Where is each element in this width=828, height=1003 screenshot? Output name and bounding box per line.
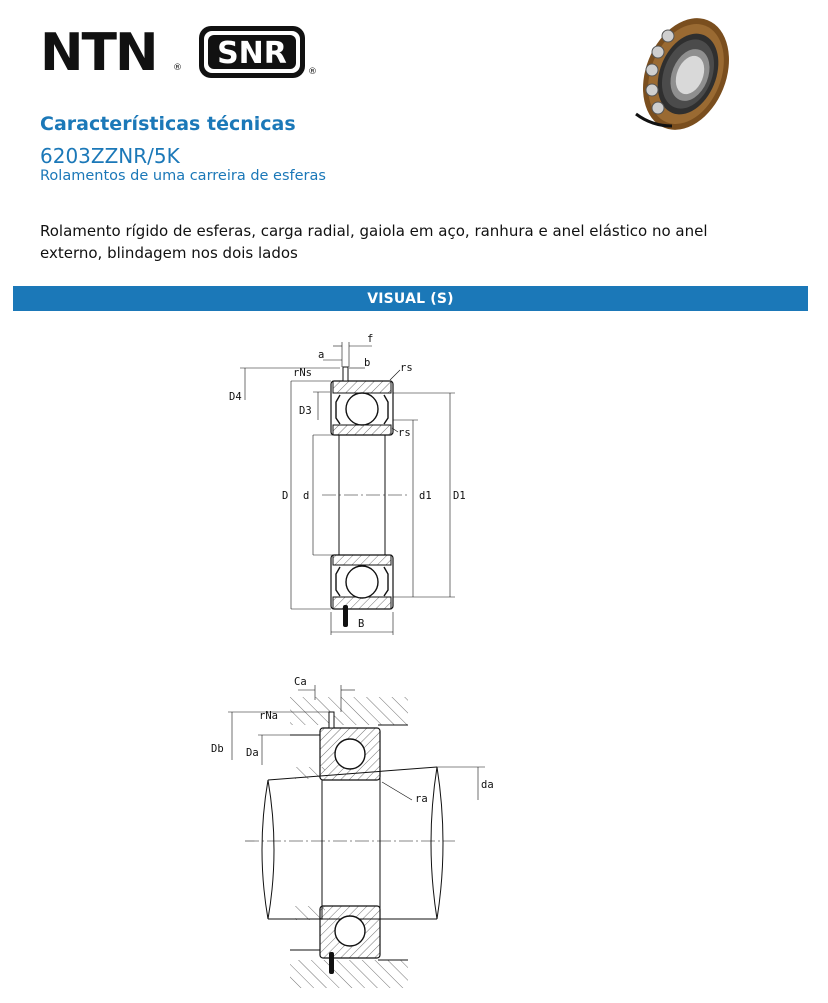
label-B: B [358,618,365,630]
label-D3: D3 [299,405,312,417]
snr-logo [197,24,319,80]
bearing-product-image [632,14,732,136]
snr-logo-text: SNR [217,36,287,71]
label-d: d [303,490,310,502]
label-Db: Db [211,743,224,755]
product-category: Rolamentos de uma carreira de esferas [40,168,326,184]
bearing-mounting-drawing [0,668,828,993]
registered-mark: ® [308,67,317,77]
label-rs-top: rs [400,362,413,374]
label-b: b [364,357,371,369]
ntn-logo-text: NTN [40,26,157,78]
ntn-logo [40,26,185,78]
label-rNs: rNs [293,367,312,379]
label-D1: D1 [453,490,466,502]
label-a: a [318,349,325,361]
label-d1: d1 [419,490,432,502]
label-D4: D4 [229,391,242,403]
label-rNa: rNa [259,710,278,722]
label-ra: ra [415,793,428,805]
label-D: D [282,490,289,502]
label-Ca: Ca [294,676,307,688]
registered-mark: ® [173,63,182,73]
part-number: 6203ZZNR/5K [40,144,180,168]
label-da: da [481,779,494,791]
product-description: Rolamento rígido de esferas, carga radial, gaiola em aço, ranhura e anel elástico no anel externo, blindagem nos dois lados [40,222,708,262]
page-title: Características técnicas [40,113,296,135]
section-header [13,286,808,311]
label-Da: Da [246,747,259,759]
label-f: f [367,333,374,345]
section-header-label: VISUAL (S) [367,290,454,307]
label-rs-mid: rs [398,427,411,439]
bearing-cross-section-drawing [0,320,828,640]
